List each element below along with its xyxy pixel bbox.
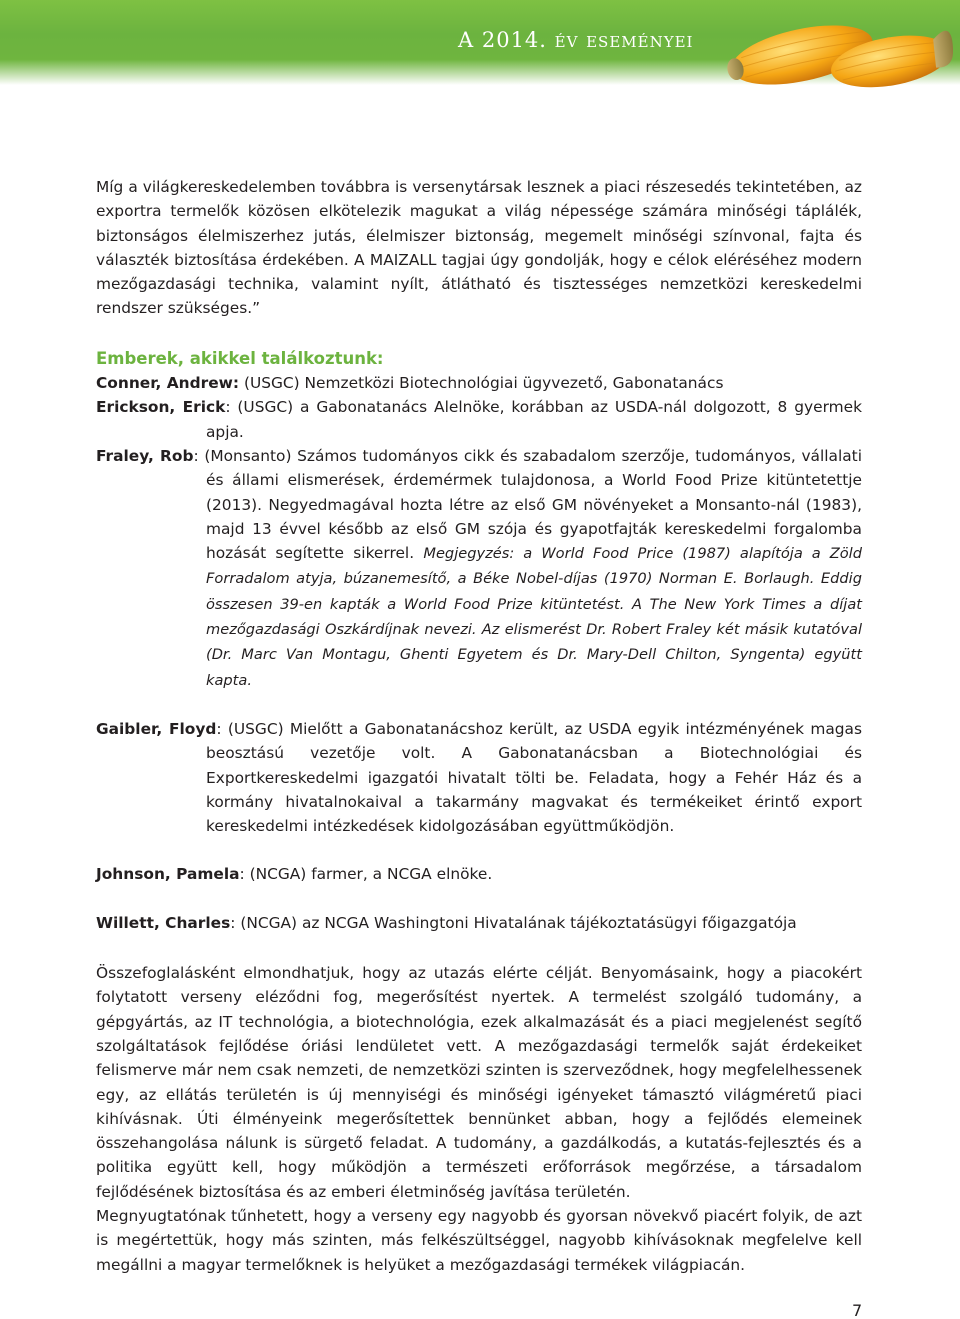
person-entry <box>96 371 862 395</box>
person-entry <box>96 862 862 886</box>
person-entry <box>96 911 862 935</box>
person-name: Willett, Charles <box>96 913 231 932</box>
summary-paragraph: Összefoglalásként elmondhatjuk, hogy az utazás elérte célját. Benyomásaink, hogy a piacokért folytatott verseny eléződni fog, megerősítést nyertek. A termelést szolgáló tudomány, a gépgyártás, az IT technológia, a biotechnológia, ezek alkalmazását és a piaci megjelenést segítő szolgáltatások fejlődése óriási lendületet vett. A mezőgazdasági termelők saját érdekeiket felismerve már nem csak nemzeti, de nemzetközi szinten is szerveződnek, hogy megfelelhessenek egy, az ellátás területén is új mennyiségi és minőségi igényeket támasztó világméretű piaci kihívásnak. Úti élményeink megerősítettek bennünket abban, hogy a fejlődés elemeinek összehangolása nálunk is sürgető feladat. A tudomány, a gazdálkodás, a kutatás-fejlesztés és a politika együtt kell, hogy működjön a természeti erőforrások megőrzése, a társadalom fejlődésének biztosítása és az emberi életminőség javítása területén. <box>96 964 862 1201</box>
person-description: : (NCGA) farmer, a NCGA elnöke. <box>239 865 493 884</box>
person-description: : (USGC) a Gabonatanács Alelnöke, korábban az USDA-nál dolgozott, 8 gyermek apja. <box>206 398 863 441</box>
person-name: Fraley, Rob <box>96 446 194 465</box>
person-entry <box>96 444 862 693</box>
person-name: Gaibler, Floyd <box>96 719 217 738</box>
summary-paragraph: Megnyugtatónak tűnhetett, hogy a verseny egy nagyobb és gyorsan növekvő piacért folyik, de azt is megértettük, hogy más szinten, más felkészültséggel, nagyobb kihívásoknak megfelelve kell megállni a magyar termelőknek is helyüket a mezőgazdasági termékek világpiacán. <box>96 1206 862 1274</box>
person-description: : (USGC) Mielőtt a Gabonatanácshoz került, az USDA egyik intézményének magas beosztású vezetője volt. A Gabonatanácsban a Biotechnológiai és Exportkereskedelmi igazgatói hivatalt tölti be. Feladata, hogy a Fehér Ház és a kormány hivatalnokaival a takarmány magvakat és termékeiket érintő export kereskedelmi intézkedések kidolgozásában együttműködjön. <box>206 719 863 836</box>
person-description: : (Monsanto) Számos tudományos cikk és szabadalom szerzője, tudományos, vállalati és állami elismerések, érdemérmek tulajdonosa, a World Food Prize kitüntetettje (2013). Negyedmagával hozta létre az első GM növényeket a Monsanto-nál (1983), majd 13 évvel később az első GM szója és gyapotfajták kereskedelmi forgalomba hozását segítette sikerrel. <box>193 446 862 563</box>
person-description: (USGC) Nemzetközi Biotechnológiai ügyvezető, Gabonatanács <box>239 374 724 393</box>
page-number: 7 <box>852 1301 863 1319</box>
person-name: Johnson, Pamela <box>96 865 240 884</box>
corn-cobs-image <box>722 0 960 118</box>
page-content <box>96 175 862 1277</box>
person-entry <box>96 395 862 444</box>
intro-paragraph: Míg a világkereskedelemben továbbra is versenytársak lesznek a piaci részesedés tekintetében, az exportra termelők közösen elkötelezik magukat a világ népessége számára minőségi táplálék, biztonságos élelmiszerhez jutás, élelmiszer biztonság, megemelt minőségi színvonal, fajta és választék biztosítása érdekében. A MAIZALL tagjai úgy gondolják, hogy e célok eléréséhez modern mezőgazdasági technika, valamint nyílt, átlátható és tisztességes nemzetközi kereskedelmi rendszer szükséges.” <box>96 178 862 318</box>
person-name: Conner, Andrew: <box>96 374 240 393</box>
person-note: Megjegyzés: a World Food Price (1987) alapítója a Zöld Forradalom atyja, búzanemesítő, a Béke Nobel-díjas (1970) Norman E. Borlaugh. Eddig összesen 39-en kapták a World Food Prize kitüntetést. A The New York Times a díjat mezőgazdasági Oszkárdíjnak nevezi. Az elismerést Dr. Robert Fraley két másik kutatóval (Dr. Marc Van Montagu, Ghenti Egyetem és Dr. Mary-Dell Chilton, Syngenta) együtt kapta. <box>206 545 862 689</box>
person-description: : (NCGA) az NCGA Washingtoni Hivatalának tájékoztatásügyi főigazgatója <box>230 913 797 932</box>
person-entry <box>96 717 862 838</box>
header-title: A 2014. év eseményei <box>458 28 694 52</box>
person-name: Erickson, Erick <box>96 398 226 417</box>
people-section-title: Emberek, akikkel találkoztunk: <box>96 348 384 368</box>
